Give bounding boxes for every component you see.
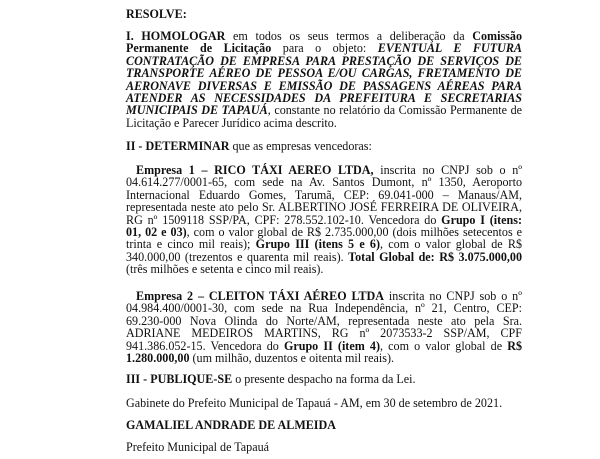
resolve-heading: RESOLVE: (126, 7, 187, 21)
contract-object: EVENTUAL E FUTURA CONTRATAÇÃO DE EMPRESA PARA PRESTAÇÃO DE SERVIÇOS DE TRANSPORTE AÉREO DE PESSOA E/OU CARGAS, FRETAMENTO DE AERONAVE DIVERSAS E EMISSÃO DE PASSAGENS AÉREAS PARA ATENDER AS NECESSIDADES DA PREFEITURA E SECRETARIAS MUNICIPAIS DE TAPAUÁ (126, 41, 522, 118)
publique-lead: III - PUBLIQUE-SE (126, 372, 233, 386)
signer-name: GAMALIEL ANDRADE DE ALMEIDA (126, 418, 336, 432)
company-2-group-2: Grupo II (item 4) (283, 338, 380, 353)
company-2-value: R$ 1.280.000,00 (126, 338, 523, 366)
company-1-text-2: , com o valor global de R$ 2.735.000,00 (dois milhões setecentos e trinta e cinco mil reais); (126, 225, 522, 252)
homologar-text-1: em todos os seus termos a deliberação da (225, 29, 473, 43)
company-2-paragraph (126, 290, 522, 364)
company-2-name: Empresa 2 – CLEITON TÁXI AÉREO LTDA (136, 289, 385, 303)
company-1-group-1: Grupo I (itens: 01, 02 e 03) (126, 212, 522, 240)
item-determinar (126, 140, 522, 152)
company-1-text-4: (três milhões e setenta e cinco mil reais). (126, 262, 324, 277)
homologar-text-2: para o objeto: (271, 41, 378, 56)
homologar-text-3: , constante no relatório da Comissão Permanente de Licitação e Parecer Jurídico acima descrito. (126, 103, 522, 130)
company-1-text-1: inscrita no CNPJ sob o nº 04.614.277/0001-65, com sede na Av. Santos Dumont, nº 1350, Aeroporto Internacional Eduardo Gomes, Tarumã, CEP: 69.041-000 – Manaus/AM, representada neste ato pelo Sr. ALBERTINO JOSÉ FERREIRA DE OLIVEIRA, RG nº 1509118 SSP/PA, CPF: 278.552.102-10. Vencedora do (126, 163, 522, 227)
closing-line: Gabinete do Prefeito Municipal de Tapauá - AM, em 30 de setembro de 2021. (126, 396, 503, 410)
company-2-text-2: , com o valor global de (380, 338, 508, 353)
commission-name: Comissão Permanente de Licitação (126, 29, 522, 56)
company-1-name: Empresa 1 – RICO TÁXI AEREO LTDA, (136, 163, 374, 177)
company-1-total: Total Global de: R$ 3.075.000,00 (348, 249, 522, 264)
determinar-lead: II - DETERMINAR (126, 139, 230, 153)
company-2-text-3: (um milhão, duzentos e oitenta mil reais). (189, 351, 395, 366)
publique-text: o presente despacho na forma da Lei. (232, 372, 416, 386)
company-1-group-3: Grupo III (itens 5 e 6) (255, 237, 381, 252)
company-1-paragraph (126, 164, 522, 276)
determinar-text: que as empresas vencedoras: (229, 139, 372, 153)
item-homologar (126, 30, 522, 129)
company-1-text-3: , com o valor global de R$ 340.000,00 (trezentos e quarenta mil reais). (126, 237, 523, 264)
company-2-text-1: inscrita no CNPJ sob o nº 04.984.400/0001-30, com sede na Rua Independência, nº 21, Centro, CEP: 69.230-000 Nova Olinda do Norte/AM, representada neste ato pela Sra. ADRIANE MEDEIROS MARTINS, RG nº 2073533-2 SSP/AM, CPF 941.386.052-15. Vencedora do (126, 289, 522, 353)
signer-title: Prefeito Municipal de Tapauá (126, 440, 269, 454)
homologar-lead: I. HOMOLOGAR (126, 29, 226, 43)
item-publique (126, 373, 522, 385)
